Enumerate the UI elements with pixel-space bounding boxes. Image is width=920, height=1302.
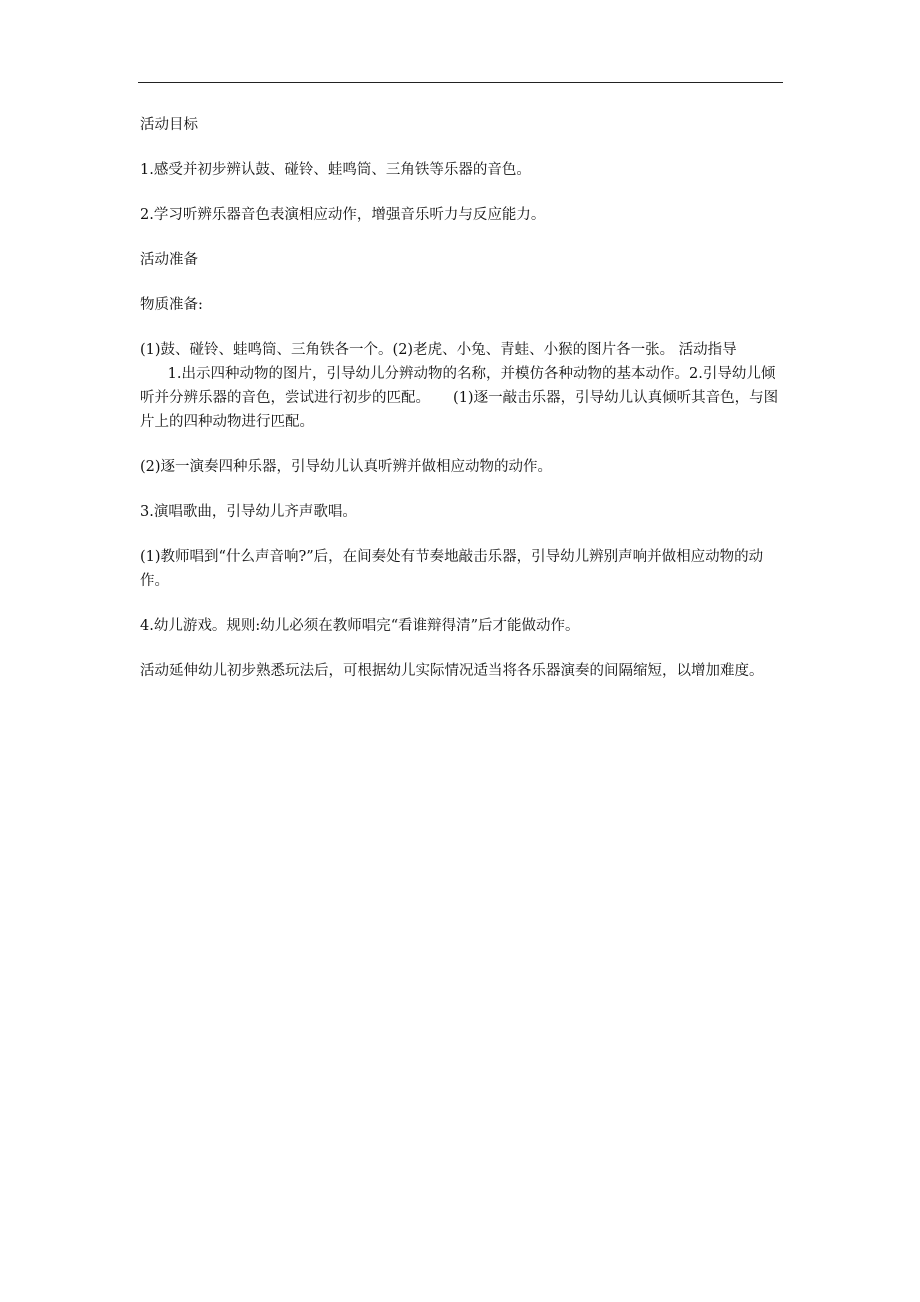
header-rule	[138, 82, 783, 83]
material-prep-heading: 物质准备:	[140, 297, 203, 313]
extension-paragraph: 活动延伸幼儿初步熟悉玩法后，可根据幼儿实际情况适当将各乐器演奏的间隔缩短，以增加难度。	[140, 663, 764, 679]
prep-and-guidance-paragraph: (1)鼓、碰铃、蛙鸣筒、三角铁各一个。(2)老虎、小兔、青蛙、小猴的图片各一张。 活动指导 1.出示四种动物的图片，引导幼儿分辨动物的名称，并模仿各种动物的基本动作。2.引导幼儿倾听并分辨乐器的音色，尝试进行初步的匹配。 (1)逐一敲击乐器，引导幼儿认真倾听其音色，与图片上的四种动物进行匹配。	[140, 342, 779, 430]
step-3-paragraph: 3.演唱歌曲，引导幼儿齐声歌唱。	[140, 504, 357, 520]
step-3-1-paragraph: (1)教师唱到“什么声音响?”后，在间奏处有节奏地敲击乐器，引导幼儿辨别声响并做相应动物的动作。	[140, 549, 764, 589]
step-2-2-paragraph: (2)逐一演奏四种乐器，引导幼儿认真听辨并做相应动物的动作。	[140, 459, 553, 475]
activity-goals-heading: 活动目标	[140, 117, 198, 133]
goal-1-paragraph: 1.感受并初步辨认鼓、碰铃、蛙鸣筒、三角铁等乐器的音色。	[140, 162, 531, 178]
goal-2-paragraph: 2.学习听辨乐器音色表演相应动作，增强音乐听力与反应能力。	[140, 207, 546, 223]
document-body	[140, 113, 782, 704]
step-4-paragraph: 4.幼儿游戏。规则:幼儿必须在教师唱完“看谁辩得清”后才能做动作。	[140, 618, 580, 634]
activity-prep-heading: 活动准备	[140, 252, 198, 268]
